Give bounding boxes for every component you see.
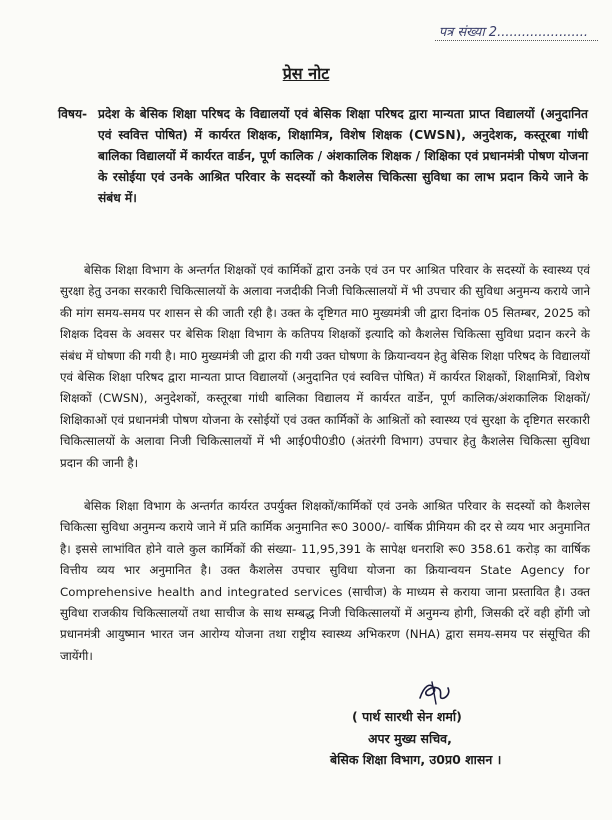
signatory-department: बेसिक शिक्षा विभाग, उ0प्र0 शासन । xyxy=(330,752,502,767)
page-title: प्रेस नोट xyxy=(282,64,330,83)
body-paragraph-1 xyxy=(60,260,590,474)
paragraph-1-text: बेसिक शिक्षा विभाग के अन्तर्गत शिक्षकों एवं कार्मिकों द्वारा उनके एवं उन पर आश्रित परिवार के सदस्यों के स्वास्थ्य एवं सुरक्षा हेतु उनका सरकारी चिकित्सालयों के अलावा नजदीकी निजी चिकित्सालयों में भी उपचार की सुविधा अनुमन्य कराये जाने की मांग समय-समय पर शासन से की जाती रही है। उक्त के दृष्टिगत मा0 मुख्यमंत्री जी द्वारा दिनांक 05 सितम्बर, 2025 को शिक्षक दिवस के अवसर पर बेसिक शिक्षा विभाग के कतिपय शिक्षकों इत्यादि को कैशलेस चिकित्सा सुविधा प्रदान करने के संबंध में घोषणा की गयी है। मा0 मुख्यमंत्री जी द्वारा की गयी उक्त घोषणा के क्रियान्वयन हेतु बेसिक शिक्षा परिषद के विद्यालयों एवं बेसिक शिक्षा परिषद द्वारा मान्यता प्राप्त विद्यालयों (अनुदानित एवं स्ववित्त पोषित) में कार्यरत शिक्षकों, शिक्षामित्रों, विशेष शिक्षकों (CWSN), अनुदेशकों, कस्तूरबा गांधी बालिका विद्यालय में कार्यरत वार्डेन, पूर्ण कालिक/अंशकालिक शिक्षकों/शिक्षिकाओं एवं प्रधानमंत्री पोषण योजना के रसोईयों एवं उक्त कार्मिकों के आश्रितों को स्वास्थ्य एवं सुरक्षा के दृष्टिगत सरकारी चिकित्सालयों के अलावा निजी चिकित्सालयों में भी आई0पी0डी0 (अंतरंगी विभाग) उपचार हेतु कैशलेस चिकित्सा सुविधा प्रदान की जानी है। xyxy=(60,263,590,470)
signatory-name: ( पार्थ सारथी सेन शर्मा) xyxy=(352,709,462,724)
subject-text: प्रदेश के बेसिक शिक्षा परिषद के विद्यालयों एवं बेसिक शिक्षा परिषद द्वारा मान्यता प्राप्त विद्यालयों (अनुदानित एवं स्ववित्त पोषित) में कार्यरत शिक्षक, शिक्षामित्र, विशेष शिक्षक (CWSN), अनुदेशक, कस्तूरबा गांधी बालिका विद्यालयों में कार्यरत वार्डन, पूर्ण कालिक / अंशकालिक शिक्षक / शिक्षिका एवं प्रधानमंत्री पोषण योजना के रसोईया एवं उनके आश्रित परिवार के सदस्यों को कैशलेस चिकित्सा सुविधा का लाभ प्रदान किये जाने के संबंध में। xyxy=(98,107,588,205)
subject-block xyxy=(58,104,588,209)
handwritten-signature xyxy=(414,676,454,708)
body-paragraph-2 xyxy=(60,496,590,667)
paragraph-2-text: बेसिक शिक्षा विभाग के अन्तर्गत कार्यरत उपर्युक्त शिक्षकों/कार्मिकों एवं उनके आश्रित परिवार के सदस्यों को कैशलेस चिकित्सा सुविधा अनुमन्य कराये जाने में प्रति कार्मिक अनुमानित रू0 3000/- वार्षिक प्रीमियम की दर से व्यय भार अनुमानित है। इससे लाभांवित होने वाले कुल कार्मिकों की संख्या- 11,95,391 के सापेक्ष धनराशि रू0 358.61 करोड़ का वार्षिक वित्तीय व्यय भार अनुमानित है। उक्त कैशलेस उपचार सुविधा योजना का क्रियान्वयन State Agency for Comprehensive health and integrated services (साचीज) के माध्यम से कराया जाना प्रस्तावित है। उक्त सुविधा राजकीय चिकित्सालयों तथा साचीज के साथ सम्बद्ध निजी चिकित्सालयों में अनुमन्य होगी, जिसकी दरें वही होंगी जो प्रधानमंत्री आयुष्मान भारत जन आरोग्य योजना तथा राष्ट्रीय स्वास्थ्य अभिकरण (NHA) द्वारा समय-समय पर संसूचित की जायेंगी। xyxy=(60,499,590,663)
subject-label: विषय- xyxy=(58,107,88,121)
page-number: पत्र संख्या 2...................... xyxy=(435,22,598,41)
signatory-designation: अपर मुख्य सचिव, xyxy=(368,731,452,746)
